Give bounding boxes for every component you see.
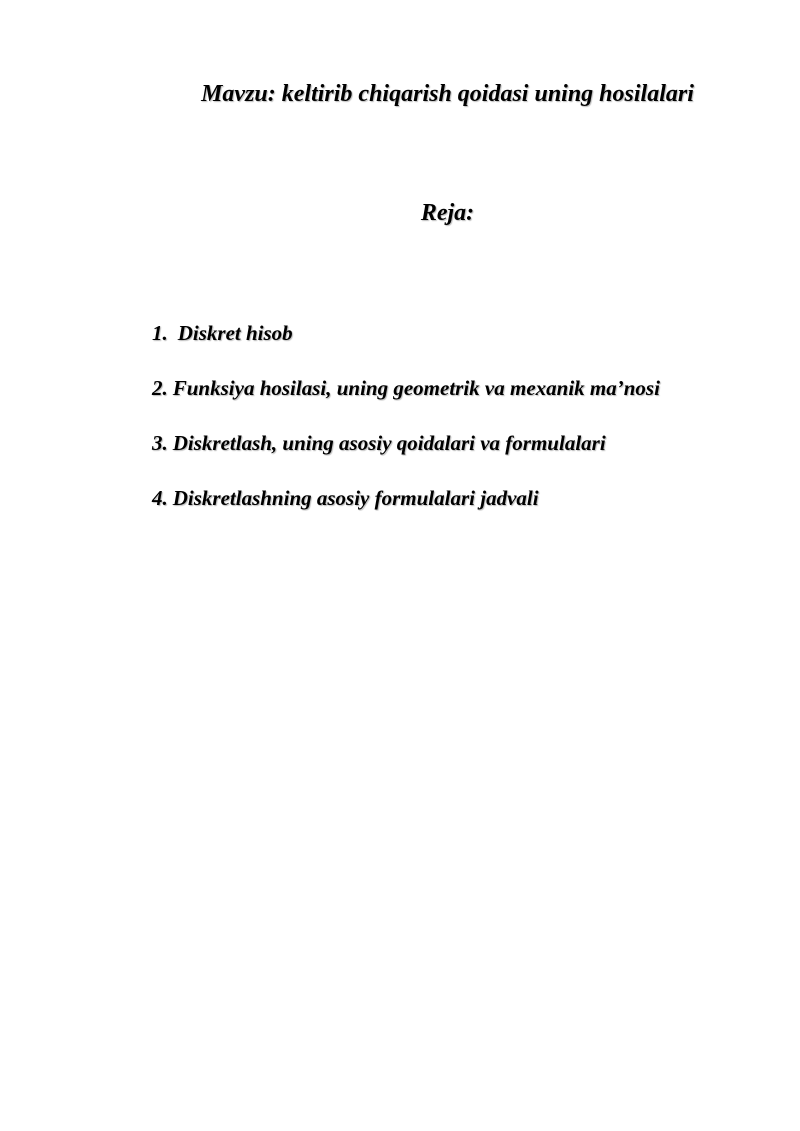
plan-item-number: 4. <box>152 486 168 510</box>
plan-item-number: 1. <box>152 321 168 345</box>
plan-item-3 <box>152 423 660 463</box>
document-title: Mavzu: keltirib chiqarish qoidasi uning hosilalari <box>201 81 694 107</box>
plan-item-text: Diskret hisob <box>177 321 293 345</box>
plan-item-2 <box>152 368 660 408</box>
plan-item-text: Diskretlash, uning asosiy qoidalari va formulalari <box>172 431 606 455</box>
plan-item-4 <box>152 478 660 518</box>
plan-item-text: Diskretlashning asosiy formulalari jadvali <box>172 486 539 510</box>
plan-item-1 <box>152 313 660 353</box>
plan-list <box>152 313 660 533</box>
plan-item-number: 2. <box>152 376 168 400</box>
plan-item-number: 3. <box>152 431 168 455</box>
plan-heading: Reja: <box>420 200 475 226</box>
plan-item-text: Funksiya hosilasi, uning geometrik va mexanik ma’nosi <box>172 376 660 400</box>
